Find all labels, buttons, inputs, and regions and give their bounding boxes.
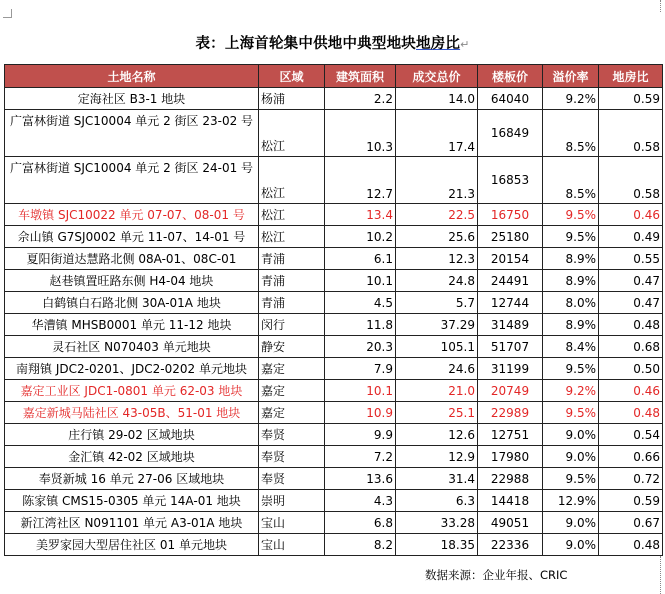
cell-land-name: 新江湾社区 N091101 单元 A3-01A 地块 — [5, 512, 259, 534]
cell-total-price: 21.0 — [396, 380, 478, 402]
cell-district: 松江 — [259, 226, 325, 248]
cell-land-house-ratio: 0.58 — [599, 157, 663, 204]
cell-land-name: 华漕镇 MHSB0001 单元 11-12 地块 — [5, 314, 259, 336]
cell-floor-area: 13.4 — [325, 204, 396, 226]
cell-land-house-ratio: 0.66 — [599, 446, 663, 468]
cell-floor-price: 22336 — [478, 534, 543, 556]
cell-floor-area: 4.5 — [325, 292, 396, 314]
header-land-name: 土地名称 — [5, 65, 259, 88]
cell-floor-price: 16849 — [478, 110, 543, 157]
cell-district: 宝山 — [259, 512, 325, 534]
cell-premium-rate: 9.0% — [543, 512, 599, 534]
table-row — [5, 512, 663, 534]
table-row — [5, 88, 663, 110]
cell-district: 奉贤 — [259, 446, 325, 468]
cell-floor-price: 12751 — [478, 424, 543, 446]
cell-total-price: 5.7 — [396, 292, 478, 314]
cell-floor-price: 64040 — [478, 88, 543, 110]
cell-land-name: 南翔镇 JDC2-0201、JDC2-0202 单元地块 — [5, 358, 259, 380]
cell-total-price: 22.5 — [396, 204, 478, 226]
cell-district: 青浦 — [259, 248, 325, 270]
cell-land-house-ratio: 0.46 — [599, 204, 663, 226]
cell-land-house-ratio: 0.68 — [599, 336, 663, 358]
cell-land-name: 夏阳街道达慧路北侧 08A-01、08C-01 — [5, 248, 259, 270]
cell-district: 青浦 — [259, 292, 325, 314]
cell-premium-rate: 8.4% — [543, 336, 599, 358]
paragraph-mark: ↵ — [460, 38, 470, 51]
cell-floor-area: 2.2 — [325, 88, 396, 110]
cell-land-name: 金汇镇 42-02 区域地块 — [5, 446, 259, 468]
cell-floor-price: 51707 — [478, 336, 543, 358]
cell-land-house-ratio: 0.47 — [599, 292, 663, 314]
cell-total-price: 24.6 — [396, 358, 478, 380]
cell-premium-rate: 9.5% — [543, 402, 599, 424]
cell-floor-area: 8.2 — [325, 534, 396, 556]
header-floor-area: 建筑面积 — [325, 65, 396, 88]
cell-land-name: 广富林街道 SJC10004 单元 2 街区 24-01 号 — [5, 157, 259, 204]
cell-floor-price: 20154 — [478, 248, 543, 270]
caption-underlined: 地房比 — [415, 36, 461, 52]
cell-floor-price: 25180 — [478, 226, 543, 248]
cell-land-name: 广富林街道 SJC10004 单元 2 街区 23-02 号 — [5, 110, 259, 157]
cell-floor-area: 10.1 — [325, 270, 396, 292]
cell-land-name: 嘉定工业区 JDC1-0801 单元 62-03 地块 — [5, 380, 259, 402]
table-row — [5, 380, 663, 402]
cell-floor-price: 31199 — [478, 358, 543, 380]
cell-floor-area: 4.3 — [325, 490, 396, 512]
cell-floor-price: 20749 — [478, 380, 543, 402]
cell-land-name: 赵巷镇置旺路东侧 H4-04 地块 — [5, 270, 259, 292]
cell-floor-area: 10.9 — [325, 402, 396, 424]
header-district: 区域 — [259, 65, 325, 88]
cell-premium-rate: 8.9% — [543, 248, 599, 270]
cell-total-price: 6.3 — [396, 490, 478, 512]
cell-district: 静安 — [259, 336, 325, 358]
cell-land-name: 白鹤镇白石路北侧 30A-01A 地块 — [5, 292, 259, 314]
cell-district: 崇明 — [259, 490, 325, 512]
cell-floor-area: 6.1 — [325, 248, 396, 270]
cell-district: 嘉定 — [259, 358, 325, 380]
cell-floor-price: 24491 — [478, 270, 543, 292]
table-row — [5, 402, 663, 424]
cell-total-price: 25.1 — [396, 402, 478, 424]
table-row — [5, 157, 663, 204]
table-row — [5, 270, 663, 292]
cell-land-name: 灵石社区 N070403 单元地块 — [5, 336, 259, 358]
page-edge-mark — [660, 0, 661, 12]
cell-floor-price: 17980 — [478, 446, 543, 468]
cell-premium-rate: 8.9% — [543, 270, 599, 292]
cell-floor-area: 10.3 — [325, 110, 396, 157]
cell-district: 闵行 — [259, 314, 325, 336]
cell-land-house-ratio: 0.50 — [599, 358, 663, 380]
cell-premium-rate: 9.5% — [543, 226, 599, 248]
cell-district: 松江 — [259, 110, 325, 157]
cell-total-price: 24.8 — [396, 270, 478, 292]
table-row — [5, 534, 663, 556]
cell-land-name: 庄行镇 29-02 区域地块 — [5, 424, 259, 446]
cell-district: 奉贤 — [259, 468, 325, 490]
cell-premium-rate: 8.5% — [543, 110, 599, 157]
cell-total-price: 105.1 — [396, 336, 478, 358]
cell-floor-area: 13.6 — [325, 468, 396, 490]
header-land-house-ratio: 地房比 — [599, 65, 663, 88]
table-row — [5, 226, 663, 248]
cell-land-house-ratio: 0.72 — [599, 468, 663, 490]
table-row — [5, 490, 663, 512]
cell-floor-price: 12744 — [478, 292, 543, 314]
table-header-row — [5, 65, 663, 88]
cell-land-house-ratio: 0.59 — [599, 88, 663, 110]
cell-premium-rate: 9.0% — [543, 424, 599, 446]
cell-land-house-ratio: 0.59 — [599, 490, 663, 512]
cell-floor-price: 16853 — [478, 157, 543, 204]
cell-floor-area: 12.7 — [325, 157, 396, 204]
cell-total-price: 21.3 — [396, 157, 478, 204]
cell-floor-price: 22989 — [478, 402, 543, 424]
land-table — [4, 64, 663, 556]
cell-total-price: 17.4 — [396, 110, 478, 157]
cell-district: 杨浦 — [259, 88, 325, 110]
data-source-note: 数据来源：企业年报、CRIC — [425, 568, 568, 582]
cell-premium-rate: 9.2% — [543, 88, 599, 110]
cell-district: 宝山 — [259, 534, 325, 556]
cell-floor-price: 22988 — [478, 468, 543, 490]
cell-district: 青浦 — [259, 270, 325, 292]
cell-floor-area: 7.2 — [325, 446, 396, 468]
header-total-price: 成交总价 — [396, 65, 478, 88]
page-edge-mark — [660, 556, 661, 594]
cell-total-price: 12.3 — [396, 248, 478, 270]
table-row — [5, 424, 663, 446]
cell-land-house-ratio: 0.48 — [599, 402, 663, 424]
cell-floor-area: 10.2 — [325, 226, 396, 248]
cell-total-price: 37.29 — [396, 314, 478, 336]
cell-total-price: 31.4 — [396, 468, 478, 490]
cell-premium-rate: 8.9% — [543, 314, 599, 336]
cell-floor-area: 11.8 — [325, 314, 396, 336]
cell-premium-rate: 9.0% — [543, 446, 599, 468]
cell-premium-rate: 8.0% — [543, 292, 599, 314]
cell-total-price: 12.6 — [396, 424, 478, 446]
cell-land-house-ratio: 0.67 — [599, 512, 663, 534]
cell-land-name: 定海社区 B3-1 地块 — [5, 88, 259, 110]
cell-district: 嘉定 — [259, 380, 325, 402]
table-row — [5, 446, 663, 468]
cell-floor-price: 31489 — [478, 314, 543, 336]
cell-land-house-ratio: 0.54 — [599, 424, 663, 446]
cell-premium-rate: 9.5% — [543, 468, 599, 490]
cell-floor-area: 7.9 — [325, 358, 396, 380]
table-row — [5, 292, 663, 314]
cell-floor-price: 14418 — [478, 490, 543, 512]
table-caption — [0, 32, 665, 53]
cell-land-house-ratio: 0.49 — [599, 226, 663, 248]
cell-district: 松江 — [259, 157, 325, 204]
cell-district: 松江 — [259, 204, 325, 226]
cell-premium-rate: 12.9% — [543, 490, 599, 512]
cell-land-name: 车墩镇 SJC10022 单元 07-07、08-01 号 — [5, 204, 259, 226]
table-row — [5, 336, 663, 358]
table-row — [5, 110, 663, 157]
table-row — [5, 314, 663, 336]
cell-floor-area: 6.8 — [325, 512, 396, 534]
page-corner-mark — [3, 9, 12, 18]
cell-floor-price: 16750 — [478, 204, 543, 226]
cell-district: 嘉定 — [259, 402, 325, 424]
table-row — [5, 468, 663, 490]
cell-total-price: 25.6 — [396, 226, 478, 248]
cell-land-house-ratio: 0.47 — [599, 270, 663, 292]
cell-total-price: 18.35 — [396, 534, 478, 556]
cell-total-price: 14.0 — [396, 88, 478, 110]
cell-district: 奉贤 — [259, 424, 325, 446]
cell-floor-area: 10.1 — [325, 380, 396, 402]
header-floor-price: 楼板价 — [478, 65, 543, 88]
cell-total-price: 12.9 — [396, 446, 478, 468]
cell-land-house-ratio: 0.48 — [599, 314, 663, 336]
cell-floor-area: 20.3 — [325, 336, 396, 358]
cell-land-house-ratio: 0.55 — [599, 248, 663, 270]
cell-land-name: 佘山镇 G7SJ0002 单元 11-07、14-01 号 — [5, 226, 259, 248]
table-row — [5, 358, 663, 380]
cell-premium-rate: 9.5% — [543, 358, 599, 380]
cell-land-name: 嘉定新城马陆社区 43-05B、51-01 地块 — [5, 402, 259, 424]
cell-premium-rate: 9.0% — [543, 534, 599, 556]
cell-premium-rate: 9.5% — [543, 204, 599, 226]
table-row — [5, 248, 663, 270]
cell-premium-rate: 8.5% — [543, 157, 599, 204]
cell-floor-area: 9.9 — [325, 424, 396, 446]
cell-land-house-ratio: 0.48 — [599, 534, 663, 556]
cell-floor-price: 49051 — [478, 512, 543, 534]
header-premium-rate: 溢价率 — [543, 65, 599, 88]
cell-land-name: 奉贤新城 16 单元 27-06 区域地块 — [5, 468, 259, 490]
cell-total-price: 33.28 — [396, 512, 478, 534]
cell-land-name: 陈家镇 CMS15-0305 单元 14A-01 地块 — [5, 490, 259, 512]
cell-land-house-ratio: 0.46 — [599, 380, 663, 402]
cell-premium-rate: 9.2% — [543, 380, 599, 402]
caption-prefix: 表：上海首轮集中供地中典型地块 — [195, 36, 416, 52]
table-row — [5, 204, 663, 226]
cell-land-name: 美罗家园大型居住社区 01 单元地块 — [5, 534, 259, 556]
cell-land-house-ratio: 0.58 — [599, 110, 663, 157]
